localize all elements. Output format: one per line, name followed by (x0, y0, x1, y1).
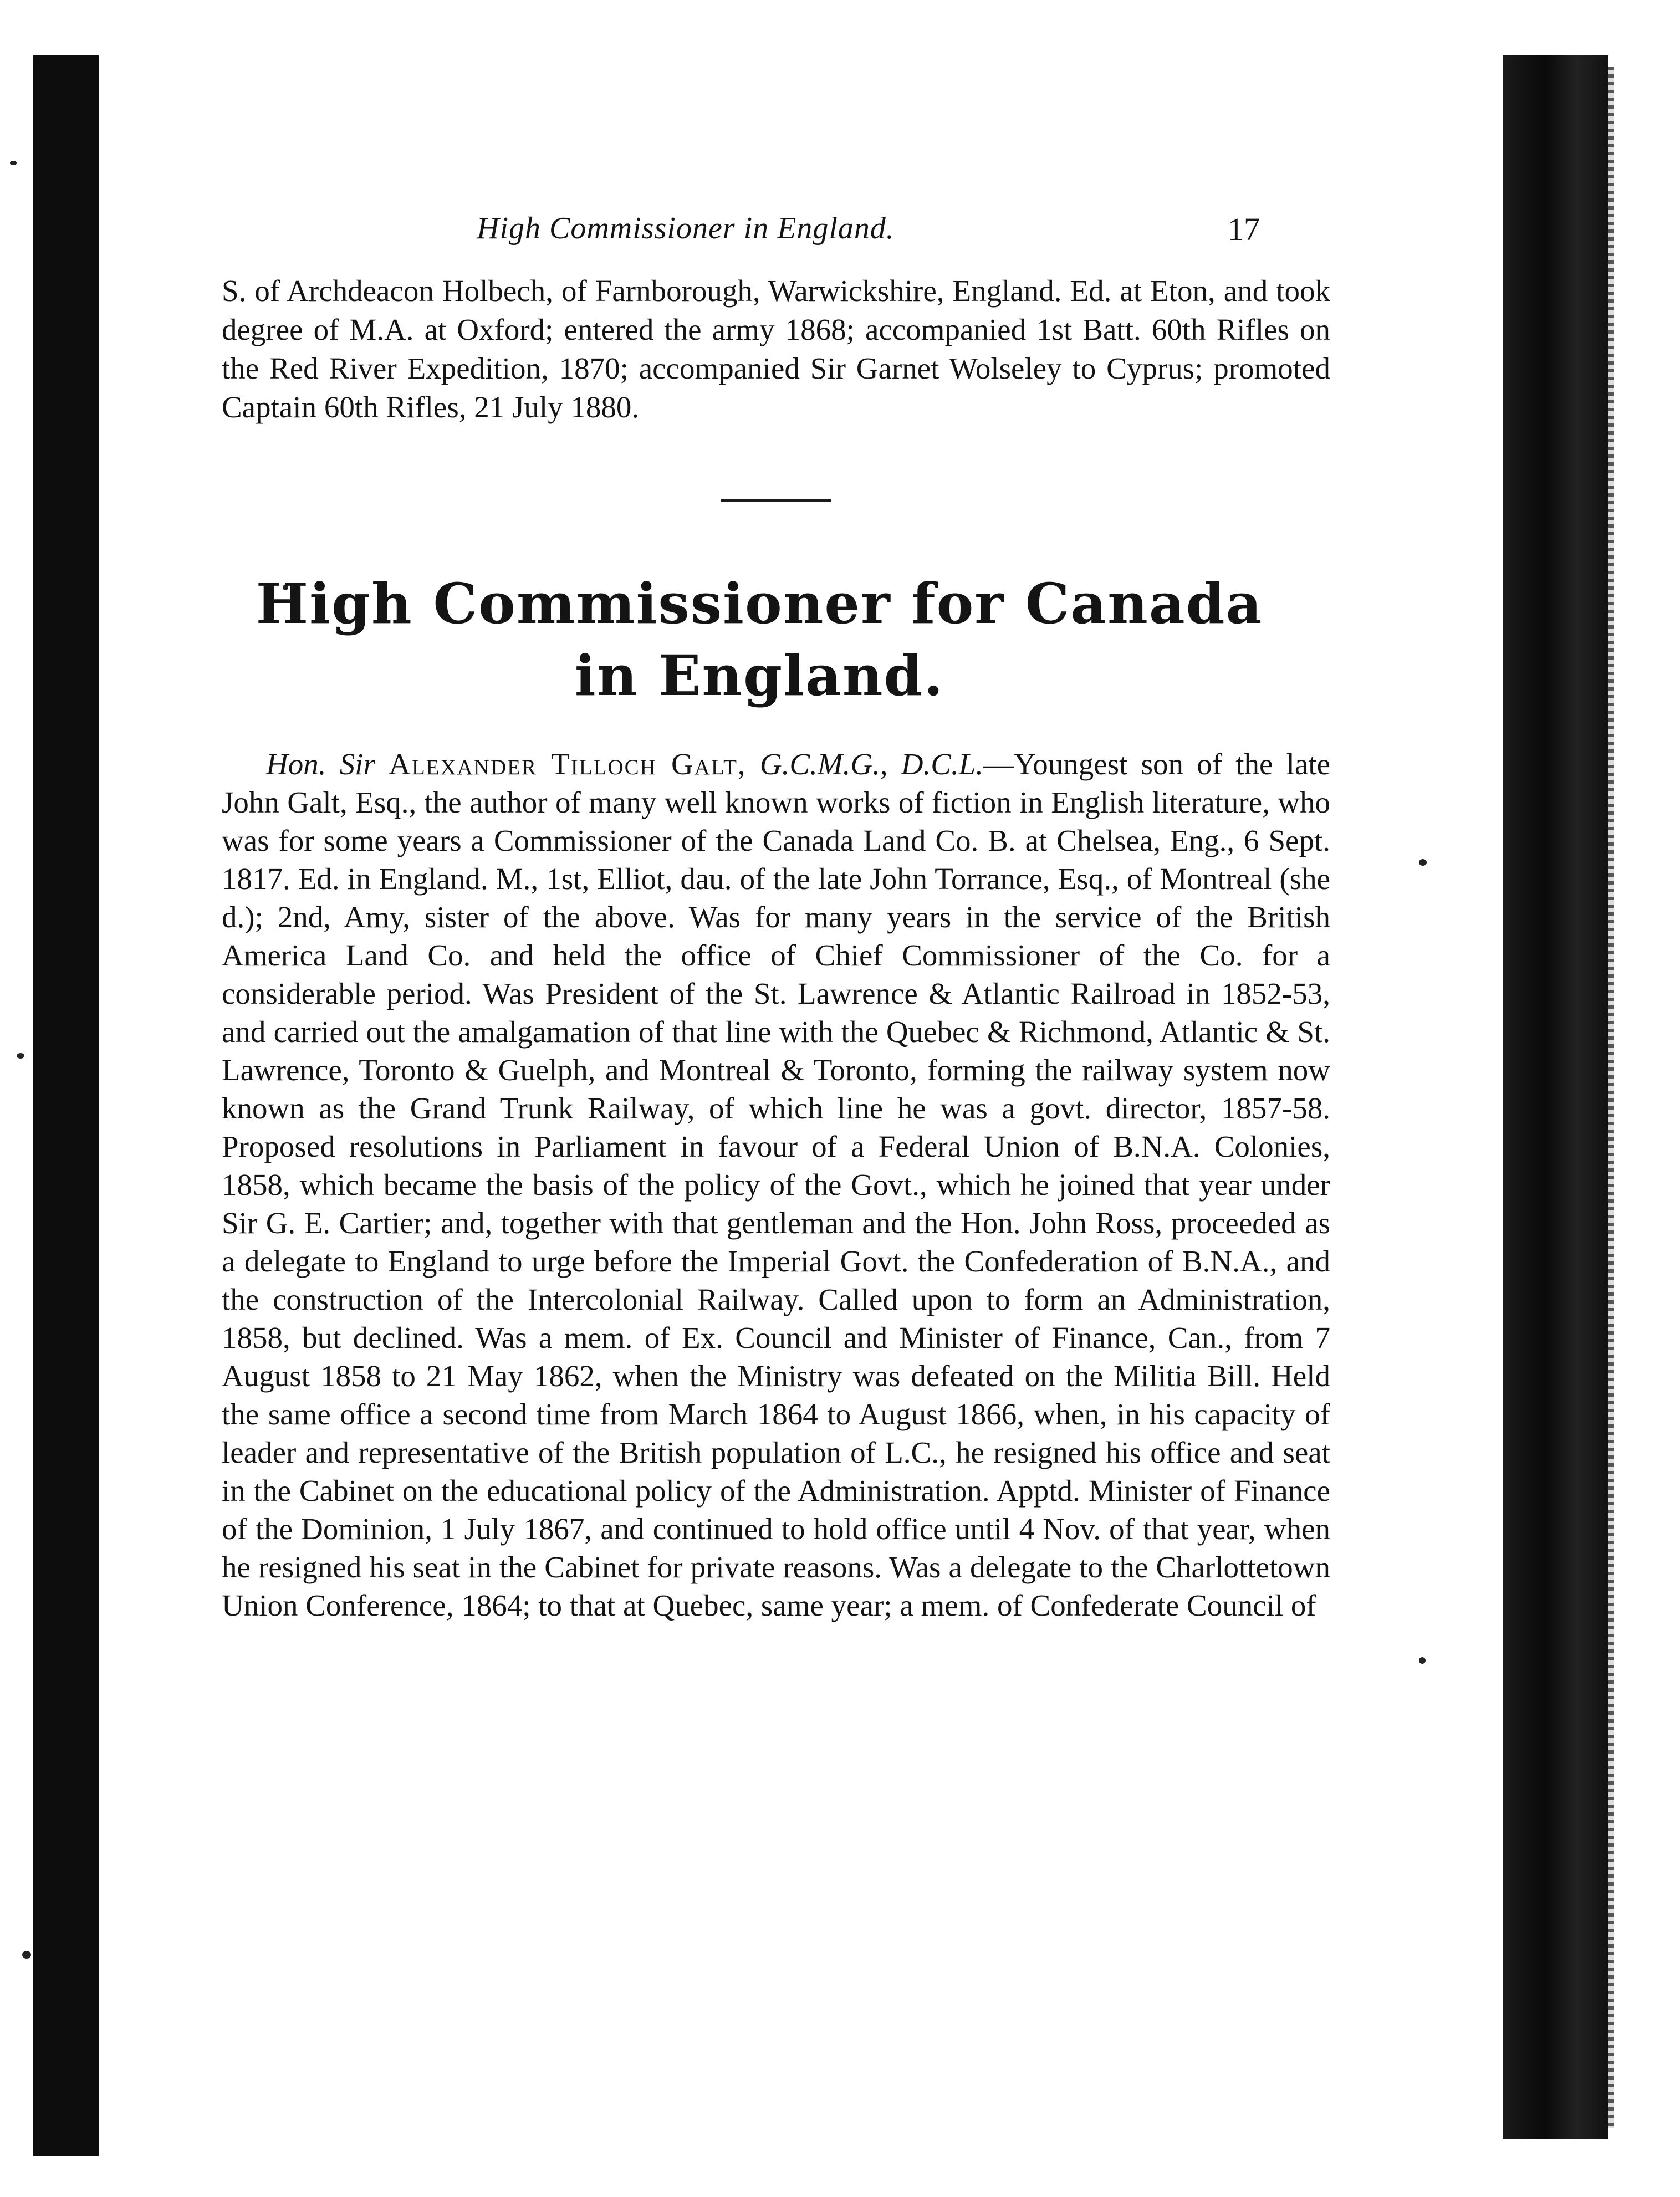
page-number: 17 (1228, 211, 1260, 247)
scan-speck (10, 161, 17, 165)
scan-edge-right-border (1608, 67, 1614, 2128)
biography-text: —Youngest son of the late John Galt, Esq., the author of many well known works of fiction in English literature, who was for some years a Commissioner of the Canada Land Co. B. at Chelsea, Eng., 6 Sept. 1817. Ed. in England. M., 1st, Elliot, dau. of the late John Torrance, Esq., of Montreal (she d.); 2nd, Amy, sister of the above. Was for many years in the service of the British America Land Co. and held the office of Chief Commissioner of the Co. for a considerable period. Was President of the St. Lawrence & Atlantic Railroad in 1852-53, and carried out the amalgamation of that line with the Quebec & Richmond, Atlantic & St. Lawrence, Toronto & Guelph, and Montreal & Toronto, forming the railway system now known as the Grand Trunk Railway, of which line he was a govt. director, 1857-58. Proposed resolutions in Parliament in favour of a Federal Union of B.N.A. Colonies, 1858, which became the basis of the policy of the Govt., which he joined that year under Sir G. E. Cartier; and, together with that gentleman and the Hon. John Ross, proceeded as a delegate to England to urge before the Imperial Govt. the Confederation of B.N.A., and the construction of the Intercolonial Railway. Called upon to form an Administration, 1858, but declined. Was a mem. of Ex. Council and Minister of Finance, Can., from 7 August 1858 to 21 May 1862, when the Ministry was defeated on the Militia Bill. Held the same office a second time from March 1864 to August 1866, when, in his capacity of leader and representative of the British population of L.C., he resigned his office and seat in the Cabinet on the educational policy of the Administration. Apptd. Minister of Finance of the Dominion, 1 July 1867, and continued to hold office until 4 Nov. of that year, when he resigned his seat in the Cabinet for private reasons. Was a delegate to the Charlottetown Union Conference, 1864; to that at Quebec, same year; a mem. of Confederate Council of (222, 747, 1331, 1622)
running-head (222, 211, 1330, 260)
running-title: High Commissioner in England. (477, 211, 895, 246)
biography-honorific: Hon. Sir (266, 747, 375, 781)
section-heading: High Commissioner for Canada in England. (256, 571, 1263, 708)
section-divider (721, 499, 831, 502)
previous-entry-text: S. of Archdeacon Holbech, of Farnborough, Warwickshire, England. Ed. at Eton, and took degree of M.A. at Oxford; entered the army 1868; accompanied 1st Batt. 60th Rifles on the Red River Expedition, 1870; accompanied Sir Garnet Wolseley to Cyprus; promoted Captain 60th Rifles, 21 July 1880. (222, 274, 1330, 424)
biography-paragraph (222, 745, 1330, 1624)
biography-entry (222, 745, 1330, 1624)
biography-degrees: G.C.M.G., D.C.L. (759, 747, 984, 781)
scan-speck (22, 1951, 31, 1959)
biography-name: Alexander Tilloch Galt, (389, 747, 747, 781)
scan-speck (1419, 859, 1427, 866)
previous-entry (222, 272, 1330, 427)
scan-speck (17, 1053, 24, 1059)
book-page (222, 211, 1330, 1624)
scan-speck (1419, 1657, 1426, 1664)
scan-edge-left (33, 55, 99, 2156)
scan-edge-right (1503, 55, 1608, 2139)
